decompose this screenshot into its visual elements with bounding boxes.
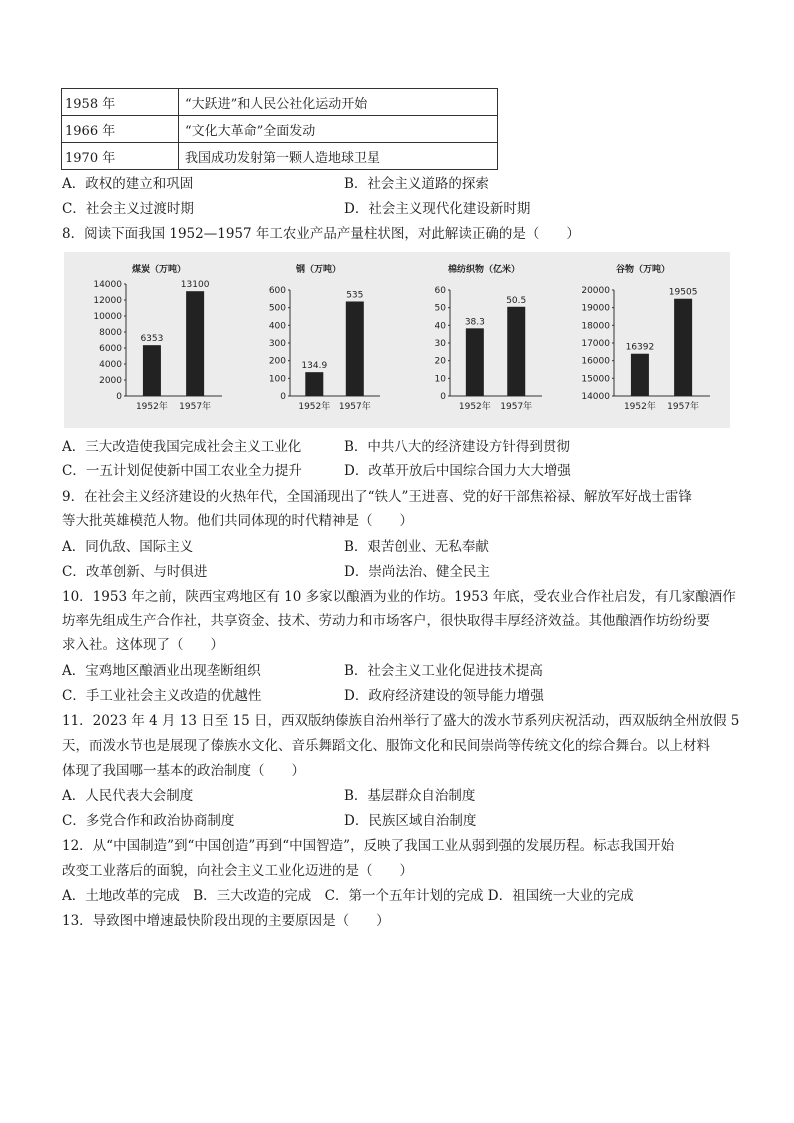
y-tick-label: 10000 <box>93 312 122 322</box>
y-tick-label: 300 <box>268 339 286 349</box>
bar-value-label: 38.3 <box>464 317 485 328</box>
q10-stem-line1: 10．1953 年之前，陕西宝鸡地区有 10 多家以酿酒为业的作坊。1953 年底，受农业合作社启发，有几家酿酒作 <box>62 589 736 605</box>
q9-option-b: B．艰苦创业、无私奉献 <box>344 539 489 555</box>
q12-options: A．土地改革的完成 B．三大改造的完成 C．第一个五年计划的完成 D．祖国统一大业的完成 <box>62 888 634 904</box>
bar-1952年 <box>143 345 161 396</box>
table-event-cell: 我国成功发射第一颗人造地球卫星 <box>179 143 498 170</box>
x-tick-label: 1952年 <box>458 402 491 412</box>
table-row <box>62 89 498 116</box>
y-tick-label: 20 <box>434 356 446 367</box>
q11-stem-line3: 体现了我国哪一基本的政治制度（ ） <box>62 763 305 779</box>
q10-option-c: C．手工业社会主义改造的优越性 <box>62 688 262 704</box>
bar-value-label: 134.9 <box>301 361 328 372</box>
y-tick-label: 40 <box>434 321 446 332</box>
q11-option-b: B．基层群众自治制度 <box>344 788 476 804</box>
x-tick-label: 1957年 <box>667 402 700 412</box>
y-tick-label: 30 <box>434 339 446 349</box>
events-table <box>61 88 498 170</box>
q11-stem-line2: 天，而泼水节也是展现了傣族水文化、音乐舞蹈文化、服饰文化和民间崇尚等传统文化的综合舞台。以上材料 <box>62 738 710 754</box>
chart-title: 棉纺织物（亿米） <box>448 265 521 275</box>
y-tick-label: 8000 <box>99 328 122 338</box>
y-tick-label: 4000 <box>99 360 122 370</box>
table-year-cell: 1966 年 <box>62 116 179 143</box>
production-charts-svg <box>64 252 730 428</box>
q10-stem-line2: 坊率先组成生产合作社，共享资金、技术、劳动力和市场客户，很快取得丰厚经济效益。其他酿酒作坊纷纷要 <box>62 613 710 629</box>
bar-1957年 <box>674 299 692 396</box>
table-event-cell: “大跃进”和人民公社化运动开始 <box>179 89 498 116</box>
y-tick-label: 17000 <box>581 339 610 349</box>
y-tick-label: 18000 <box>581 321 610 332</box>
y-tick-label: 100 <box>268 374 286 385</box>
q10-stem-line3: 求入社。这体现了（ ） <box>62 637 224 653</box>
q11-option-a: A．人民代表大会制度 <box>62 788 194 804</box>
table-row <box>62 143 498 170</box>
y-tick-label: 50 <box>434 303 446 314</box>
q8-option-c: C．一五计划促使新中国工农业全力提升 <box>62 463 302 479</box>
chart-title: 煤炭（万吨） <box>132 265 187 275</box>
chart-title: 谷物（万吨） <box>616 265 671 275</box>
table-event-cell: “文化大革命”全面发动 <box>179 116 498 143</box>
table-row <box>62 116 498 143</box>
q9-option-d: D．崇尚法治、健全民主 <box>344 564 490 580</box>
y-tick-label: 12000 <box>93 296 122 306</box>
q12-stem-line2: 改变工业落后的面貌，向社会主义工业化迈进的是（ ） <box>62 863 413 879</box>
q11-stem-line1: 11．2023 年 4 月 13 日至 15 日，西双版纳傣族自治州举行了盛大的泼水节系列庆祝活动，西双版纳全州放假 5 <box>62 713 740 729</box>
q9-option-c: C．改革创新、与时俱进 <box>62 564 208 580</box>
bar-1957年 <box>507 307 525 396</box>
q13-stem: 13．导致图中增速最快阶段出现的主要原因是（ ） <box>62 913 390 929</box>
q7-option-c: C．社会主义过渡时期 <box>62 201 194 217</box>
production-bar-charts <box>64 252 730 428</box>
q8-option-b: B．中共八大的经济建设方针得到贯彻 <box>344 439 570 455</box>
chart-title: 钢（万吨） <box>296 265 342 275</box>
q8-stem: 8．阅读下面我国 1952—1957 年工农业产品产量柱状图，对此解读正确的是（ ） <box>62 226 580 242</box>
q9-stem-line2: 等大批英雄模范人物。他们共同体现的时代精神是（ ） <box>62 513 413 529</box>
y-tick-label: 16000 <box>581 356 610 367</box>
y-tick-label: 0 <box>116 392 122 402</box>
q11-option-d: D．民族区域自治制度 <box>344 813 477 829</box>
y-tick-label: 2000 <box>99 376 122 386</box>
y-tick-label: 14000 <box>581 392 610 402</box>
q12-stem-line1: 12．从“中国制造”到“中国创造”再到“中国智造”，反映了我国工业从弱到强的发展历程。标志我国开始 <box>62 838 675 854</box>
y-tick-label: 20000 <box>581 286 610 296</box>
x-tick-label: 1957年 <box>338 402 371 412</box>
bar-value-label: 13100 <box>180 280 210 291</box>
y-tick-label: 60 <box>434 286 446 296</box>
q9-stem-line1: 9．在社会主义经济建设的火热年代，全国涌现出了“铁人”王进喜、党的好干部焦裕禄、解放军好战士雷锋 <box>62 489 692 505</box>
bar-1952年 <box>466 328 484 396</box>
table-year-cell: 1970 年 <box>62 143 179 170</box>
q10-option-a: A．宝鸡地区酿酒业出现垄断组织 <box>62 663 261 679</box>
x-tick-label: 1952年 <box>298 402 331 412</box>
y-tick-label: 19000 <box>581 303 610 314</box>
q10-option-d: D．政府经济建设的领导能力增强 <box>344 688 544 704</box>
bar-value-label: 50.5 <box>506 295 527 306</box>
bar-1957年 <box>186 291 204 396</box>
y-tick-label: 600 <box>268 286 286 296</box>
q8-option-d: D．改革开放后中国综合国力大大增强 <box>344 463 571 479</box>
bar-value-label: 16392 <box>625 342 655 353</box>
y-tick-label: 400 <box>268 321 286 332</box>
y-tick-label: 6000 <box>99 344 122 354</box>
x-tick-label: 1957年 <box>179 402 212 412</box>
x-tick-label: 1952年 <box>135 402 168 412</box>
bar-1952年 <box>305 372 323 396</box>
bar-value-label: 19505 <box>668 287 698 298</box>
q10-option-b: B．社会主义工业化促进技术提高 <box>344 663 543 679</box>
x-tick-label: 1952年 <box>623 402 656 412</box>
y-tick-label: 0 <box>280 392 286 402</box>
q11-option-c: C．多党合作和政治协商制度 <box>62 813 235 829</box>
y-tick-label: 14000 <box>93 280 122 290</box>
bar-value-label: 535 <box>346 290 364 301</box>
x-tick-label: 1957年 <box>500 402 533 412</box>
bar-1957年 <box>346 301 364 396</box>
q7-option-b: B．社会主义道路的探索 <box>344 176 489 192</box>
q8-option-a: A．三大改造使我国完成社会主义工业化 <box>62 439 302 455</box>
bar-1952年 <box>631 354 649 396</box>
q7-option-d: D．社会主义现代化建设新时期 <box>344 201 531 217</box>
bar-value-label: 6353 <box>140 334 164 345</box>
table-year-cell: 1958 年 <box>62 89 179 116</box>
y-tick-label: 10 <box>434 374 446 385</box>
y-tick-label: 0 <box>440 392 446 402</box>
y-tick-label: 500 <box>268 303 286 314</box>
q9-option-a: A．同仇敌、国际主义 <box>62 539 194 555</box>
y-tick-label: 15000 <box>581 374 610 385</box>
q7-option-a: A．政权的建立和巩固 <box>62 176 194 192</box>
y-tick-label: 200 <box>268 356 286 367</box>
